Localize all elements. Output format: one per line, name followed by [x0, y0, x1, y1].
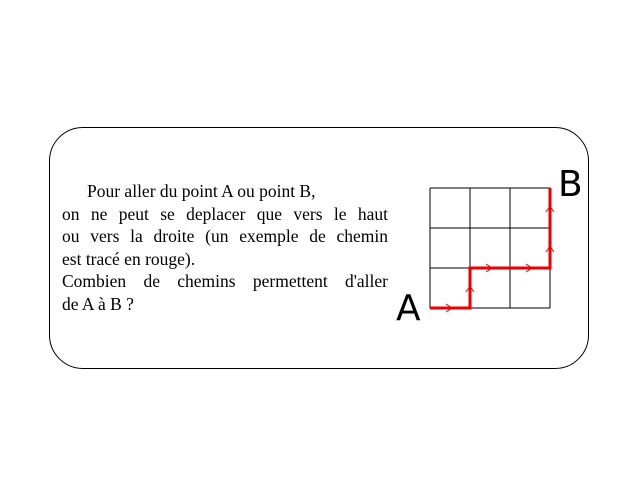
problem-line-3: ou vers la droite (un exemple de chemin — [62, 226, 388, 246]
problem-line-1: Pour aller du point A ou point B, — [87, 181, 316, 201]
grid-lines — [430, 188, 550, 308]
problem-line-4: est tracé en rouge). — [62, 248, 196, 269]
problem-line-5: Combien de chemins permettent d'aller — [62, 271, 388, 291]
point-a-label: A — [396, 288, 421, 329]
path-line — [430, 188, 550, 308]
problem-line-2: on ne peut se deplacer que vers le haut — [62, 203, 388, 224]
point-b-label: B — [558, 164, 583, 205]
example-path — [430, 188, 554, 312]
problem-line-6: de A à B ? — [62, 293, 134, 314]
